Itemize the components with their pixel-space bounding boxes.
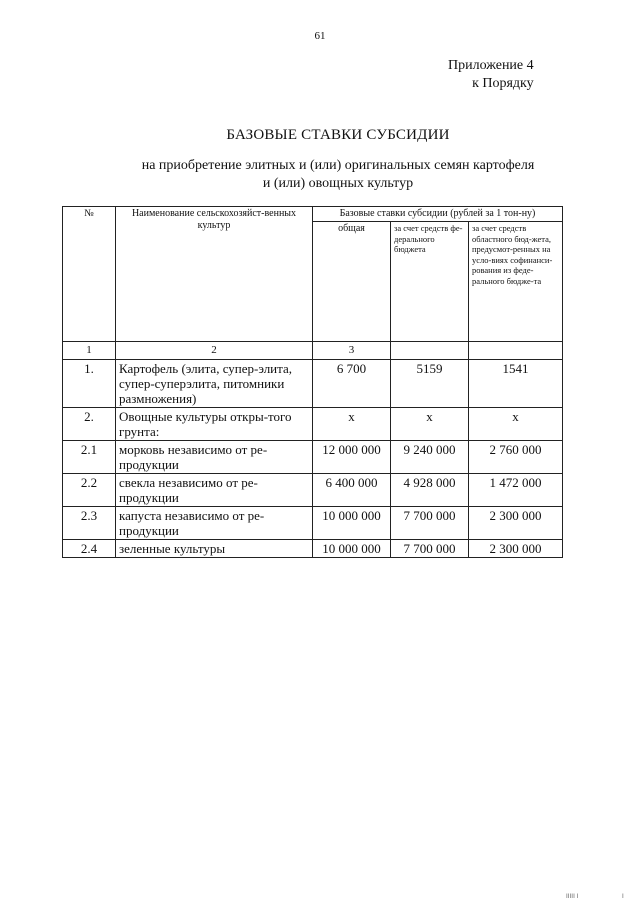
page-number: 61 <box>314 30 326 42</box>
row-number: 2.1 <box>63 441 116 474</box>
header-regional: за счет средств областного бюд-жета, предусмот-ренных на усло-виях софинанси-рования из феде-рального бюдже-та <box>469 222 563 342</box>
document-title: БАЗОВЫЕ СТАВКИ СУБСИДИИ <box>226 127 450 143</box>
rate-total: 10 000 000 <box>313 507 391 540</box>
header-crop-name: Наименование сельскохозяйст-венных культур <box>116 207 313 342</box>
subsidy-rates-table <box>62 206 563 558</box>
column-number-4 <box>391 342 469 360</box>
header-base-rates: Базовые ставки субсидии (рублей за 1 тон-ну) <box>313 207 563 222</box>
column-number-1: 1 <box>63 342 116 360</box>
rate-federal: 9 240 000 <box>391 441 469 474</box>
table-row <box>63 507 563 540</box>
rate-total: 6 400 000 <box>313 474 391 507</box>
column-number-5 <box>469 342 563 360</box>
row-number: 1. <box>63 360 116 408</box>
crop-name: свекла независимо от ре-продукции <box>116 474 313 507</box>
subtitle-line-2: и (или) овощных культур <box>262 176 414 191</box>
row-number: 2.2 <box>63 474 116 507</box>
document-subtitle <box>0 157 640 193</box>
rate-total: х <box>313 408 391 441</box>
column-number-3: 3 <box>313 342 391 360</box>
rate-federal: 7 700 000 <box>391 507 469 540</box>
appendix-line-1: Приложение 4 <box>448 58 534 73</box>
rate-federal: 7 700 000 <box>391 540 469 558</box>
scan-mark-right: I <box>622 893 624 900</box>
row-number: 2. <box>63 408 116 441</box>
rate-regional: х <box>469 408 563 441</box>
header-federal: за счет средств фе-дерального бюджета <box>391 222 469 342</box>
rate-federal: х <box>391 408 469 441</box>
table-row <box>63 474 563 507</box>
crop-name: капуста независимо от ре-продукции <box>116 507 313 540</box>
row-number: 2.3 <box>63 507 116 540</box>
header-number: № <box>63 207 116 342</box>
subtitle-line-1: на приобретение элитных и (или) оригинальных семян картофеля <box>141 158 535 173</box>
rate-regional: 2 300 000 <box>469 540 563 558</box>
table-row <box>63 408 563 441</box>
appendix-line-2: к Порядку <box>472 76 534 91</box>
header-total: общая <box>313 222 391 342</box>
crop-name: морковь независимо от ре-продукции <box>116 441 313 474</box>
rate-total: 6 700 <box>313 360 391 408</box>
crop-name: Овощные культуры откры-того грунта: <box>116 408 313 441</box>
crop-name: зеленные культуры <box>116 540 313 558</box>
column-number-row <box>63 342 563 360</box>
rate-regional: 1 472 000 <box>469 474 563 507</box>
table-row <box>63 441 563 474</box>
rate-total: 12 000 000 <box>313 441 391 474</box>
table-header-row <box>63 207 563 222</box>
rate-regional: 2 760 000 <box>469 441 563 474</box>
rate-regional: 1541 <box>469 360 563 408</box>
scan-mark-left: IIIII I <box>566 893 579 900</box>
table-row <box>63 540 563 558</box>
rate-total: 10 000 000 <box>313 540 391 558</box>
table-row <box>63 360 563 408</box>
rate-regional: 2 300 000 <box>469 507 563 540</box>
crop-name: Картофель (элита, супер-элита, супер-суперэлита, питомники размножения) <box>116 360 313 408</box>
column-number-2: 2 <box>116 342 313 360</box>
row-number: 2.4 <box>63 540 116 558</box>
rate-federal: 5159 <box>391 360 469 408</box>
appendix-reference <box>448 57 534 93</box>
rate-federal: 4 928 000 <box>391 474 469 507</box>
